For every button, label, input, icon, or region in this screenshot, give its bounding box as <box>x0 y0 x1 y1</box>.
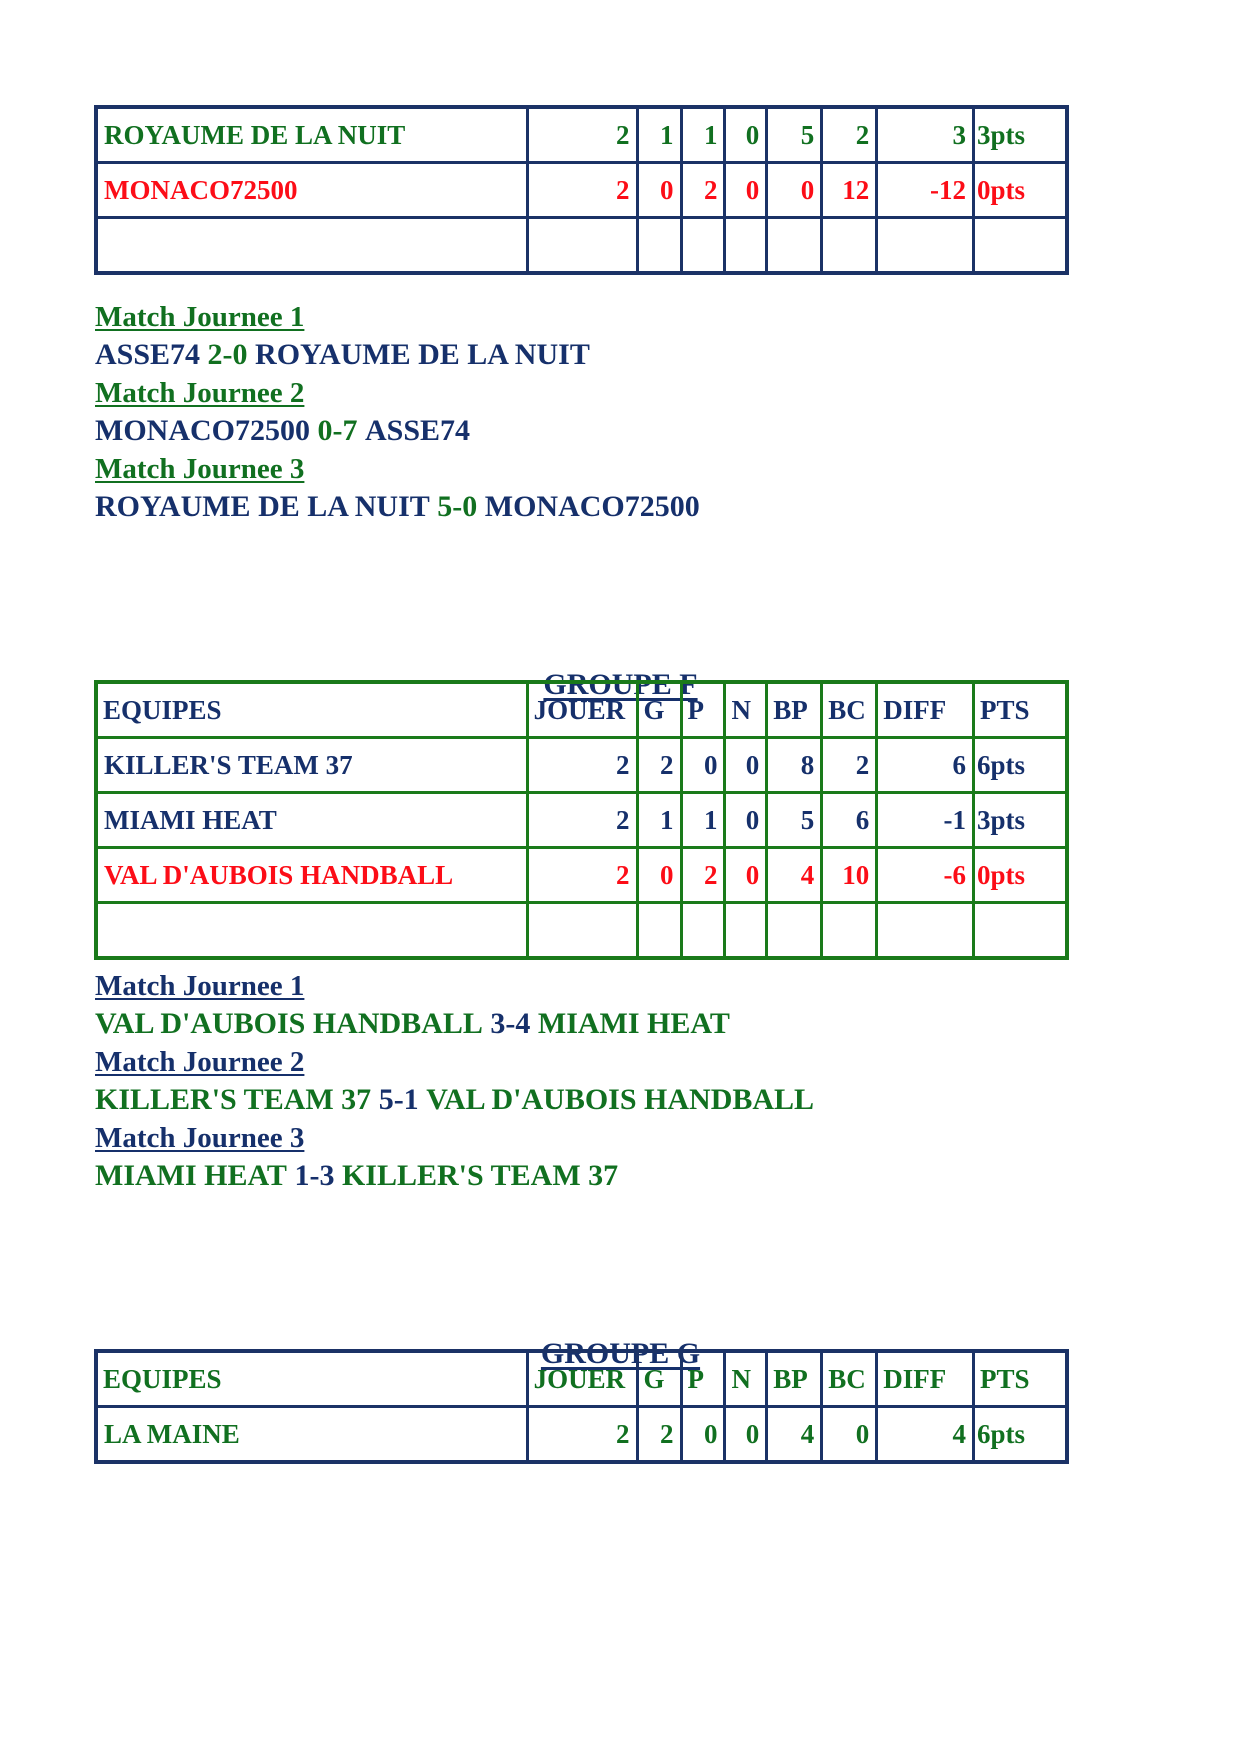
column-header-jouer: JOUER <box>527 1351 637 1407</box>
cell-g: 1 <box>637 793 681 848</box>
cell-p: 2 <box>681 163 725 218</box>
match-fixture <box>95 412 700 450</box>
cell-g: 1 <box>637 107 681 163</box>
fixture-home-team: MONACO72500 <box>95 414 310 447</box>
cell-bp: 5 <box>767 793 822 848</box>
cell-bc: 6 <box>822 793 877 848</box>
column-header-g: G <box>637 682 681 738</box>
column-header-n: N <box>725 1351 767 1407</box>
cell-jouer: 2 <box>527 793 637 848</box>
match-journee-heading: Match Journee 2 <box>95 377 305 409</box>
cell-pts: 6pts <box>973 1407 1067 1463</box>
table-row-empty <box>96 218 1067 274</box>
cell-bp <box>767 218 822 274</box>
column-header-diff: DIFF <box>877 682 974 738</box>
match-journee-heading: Match Journee 3 <box>95 1122 305 1154</box>
cell-diff <box>877 218 974 274</box>
fixture-away-team: MONACO72500 <box>484 490 700 523</box>
cell-pts: 0pts <box>973 848 1067 903</box>
match-fixture <box>95 488 700 526</box>
fixture-home-team: KILLER'S TEAM 37 <box>95 1083 372 1116</box>
cell-diff: 4 <box>877 1407 974 1463</box>
cell-bp: 4 <box>767 848 822 903</box>
table-header-row <box>96 682 1067 738</box>
group-title-g-text: GROUPE G <box>540 1337 701 1370</box>
cell-bc <box>822 903 877 959</box>
cell-jouer <box>527 903 637 959</box>
cell-p: 1 <box>681 107 725 163</box>
cell-p <box>681 218 725 274</box>
cell-n: 0 <box>725 793 767 848</box>
cell-team <box>96 903 527 959</box>
cell-diff: -1 <box>877 793 974 848</box>
cell-pts: 0pts <box>973 163 1067 218</box>
standings-table-top <box>94 105 1069 275</box>
cell-diff <box>877 903 974 959</box>
match-fixture <box>95 1081 814 1119</box>
column-header-bc: BC <box>822 1351 877 1407</box>
table-row <box>96 163 1067 218</box>
fixture-away-team: ROYAUME DE LA NUIT <box>255 338 590 371</box>
cell-pts: 3pts <box>973 793 1067 848</box>
fixture-score: 5-0 <box>437 490 478 523</box>
cell-diff: -12 <box>877 163 974 218</box>
standings-table-g <box>94 1349 1069 1464</box>
cell-pts: 3pts <box>973 107 1067 163</box>
fixture-score: 1-3 <box>294 1159 335 1192</box>
cell-p: 1 <box>681 793 725 848</box>
column-header-p: P <box>681 1351 725 1407</box>
column-header-diff: DIFF <box>877 1351 974 1407</box>
table-header-row <box>96 1351 1067 1407</box>
match-journee-heading: Match Journee 1 <box>95 301 305 333</box>
fixture-score: 3-4 <box>490 1007 531 1040</box>
fixture-home-team: VAL D'AUBOIS HANDBALL <box>95 1007 483 1040</box>
cell-jouer: 2 <box>527 1407 637 1463</box>
column-header-p: P <box>681 682 725 738</box>
table-row <box>96 848 1067 903</box>
cell-g <box>637 903 681 959</box>
cell-p: 2 <box>681 848 725 903</box>
cell-p: 0 <box>681 1407 725 1463</box>
table-row <box>96 107 1067 163</box>
cell-pts <box>973 903 1067 959</box>
cell-p: 0 <box>681 738 725 793</box>
column-header-bp: BP <box>767 1351 822 1407</box>
cell-bc: 12 <box>822 163 877 218</box>
cell-n <box>725 903 767 959</box>
cell-team: MIAMI HEAT <box>96 793 527 848</box>
table-row <box>96 738 1067 793</box>
cell-n <box>725 218 767 274</box>
fixture-home-team: ASSE74 <box>95 338 201 371</box>
cell-jouer: 2 <box>527 738 637 793</box>
fixture-score: 2-0 <box>207 338 248 371</box>
cell-bc: 2 <box>822 738 877 793</box>
cell-g: 0 <box>637 163 681 218</box>
cell-p <box>681 903 725 959</box>
cell-diff: 3 <box>877 107 974 163</box>
cell-team: VAL D'AUBOIS HANDBALL <box>96 848 527 903</box>
cell-g: 2 <box>637 1407 681 1463</box>
cell-bc <box>822 218 877 274</box>
cell-team: MONACO72500 <box>96 163 527 218</box>
column-header-jouer: JOUER <box>527 682 637 738</box>
group-title-f-text: GROUPE F <box>543 668 698 701</box>
match-list-top <box>95 298 700 526</box>
cell-bc: 0 <box>822 1407 877 1463</box>
fixture-home-team: ROYAUME DE LA NUIT <box>95 490 430 523</box>
fixture-home-team: MIAMI HEAT <box>95 1159 287 1192</box>
cell-g: 2 <box>637 738 681 793</box>
cell-pts: 6pts <box>973 738 1067 793</box>
cell-team: LA MAINE <box>96 1407 527 1463</box>
cell-n: 0 <box>725 107 767 163</box>
cell-diff: 6 <box>877 738 974 793</box>
cell-bc: 2 <box>822 107 877 163</box>
cell-jouer <box>527 218 637 274</box>
cell-bp: 0 <box>767 163 822 218</box>
cell-n: 0 <box>725 738 767 793</box>
cell-pts <box>973 218 1067 274</box>
cell-bp <box>767 903 822 959</box>
cell-g <box>637 218 681 274</box>
match-fixture <box>95 336 700 374</box>
cell-n: 0 <box>725 1407 767 1463</box>
fixture-away-team: KILLER'S TEAM 37 <box>341 1159 619 1192</box>
cell-n: 0 <box>725 163 767 218</box>
cell-bc: 10 <box>822 848 877 903</box>
standings-table-f <box>94 680 1069 960</box>
column-header-pts: PTS <box>973 1351 1067 1407</box>
match-journee-heading: Match Journee 2 <box>95 1046 305 1078</box>
cell-bp: 4 <box>767 1407 822 1463</box>
standings-table-g-wrapper <box>94 1349 1069 1464</box>
cell-n: 0 <box>725 848 767 903</box>
column-header-bp: BP <box>767 682 822 738</box>
column-header-bc: BC <box>822 682 877 738</box>
match-list-groupe-f <box>95 967 814 1195</box>
column-header-n: N <box>725 682 767 738</box>
cell-jouer: 2 <box>527 107 637 163</box>
match-fixture <box>95 1005 814 1043</box>
cell-jouer: 2 <box>527 163 637 218</box>
column-header-equipes: EQUIPES <box>96 1351 527 1407</box>
standings-table-f-wrapper <box>94 680 1069 960</box>
cell-team: ROYAUME DE LA NUIT <box>96 107 527 163</box>
cell-g: 0 <box>637 848 681 903</box>
match-fixture <box>95 1157 814 1195</box>
table-row-empty <box>96 903 1067 959</box>
cell-bp: 5 <box>767 107 822 163</box>
table-row <box>96 793 1067 848</box>
fixture-away-team: ASSE74 <box>364 414 471 447</box>
cell-team <box>96 218 527 274</box>
cell-jouer: 2 <box>527 848 637 903</box>
column-header-g: G <box>637 1351 681 1407</box>
standings-table-top-wrapper <box>94 105 1069 275</box>
fixture-score: 0-7 <box>317 414 358 447</box>
match-journee-heading: Match Journee 3 <box>95 453 305 485</box>
fixture-away-team: MIAMI HEAT <box>537 1007 730 1040</box>
column-header-pts: PTS <box>973 682 1067 738</box>
fixture-away-team: VAL D'AUBOIS HANDBALL <box>426 1083 815 1116</box>
column-header-equipes: EQUIPES <box>96 682 527 738</box>
fixture-score: 5-1 <box>378 1083 419 1116</box>
table-row <box>96 1407 1067 1463</box>
match-journee-heading: Match Journee 1 <box>95 970 305 1002</box>
cell-bp: 8 <box>767 738 822 793</box>
cell-team: KILLER'S TEAM 37 <box>96 738 527 793</box>
cell-diff: -6 <box>877 848 974 903</box>
